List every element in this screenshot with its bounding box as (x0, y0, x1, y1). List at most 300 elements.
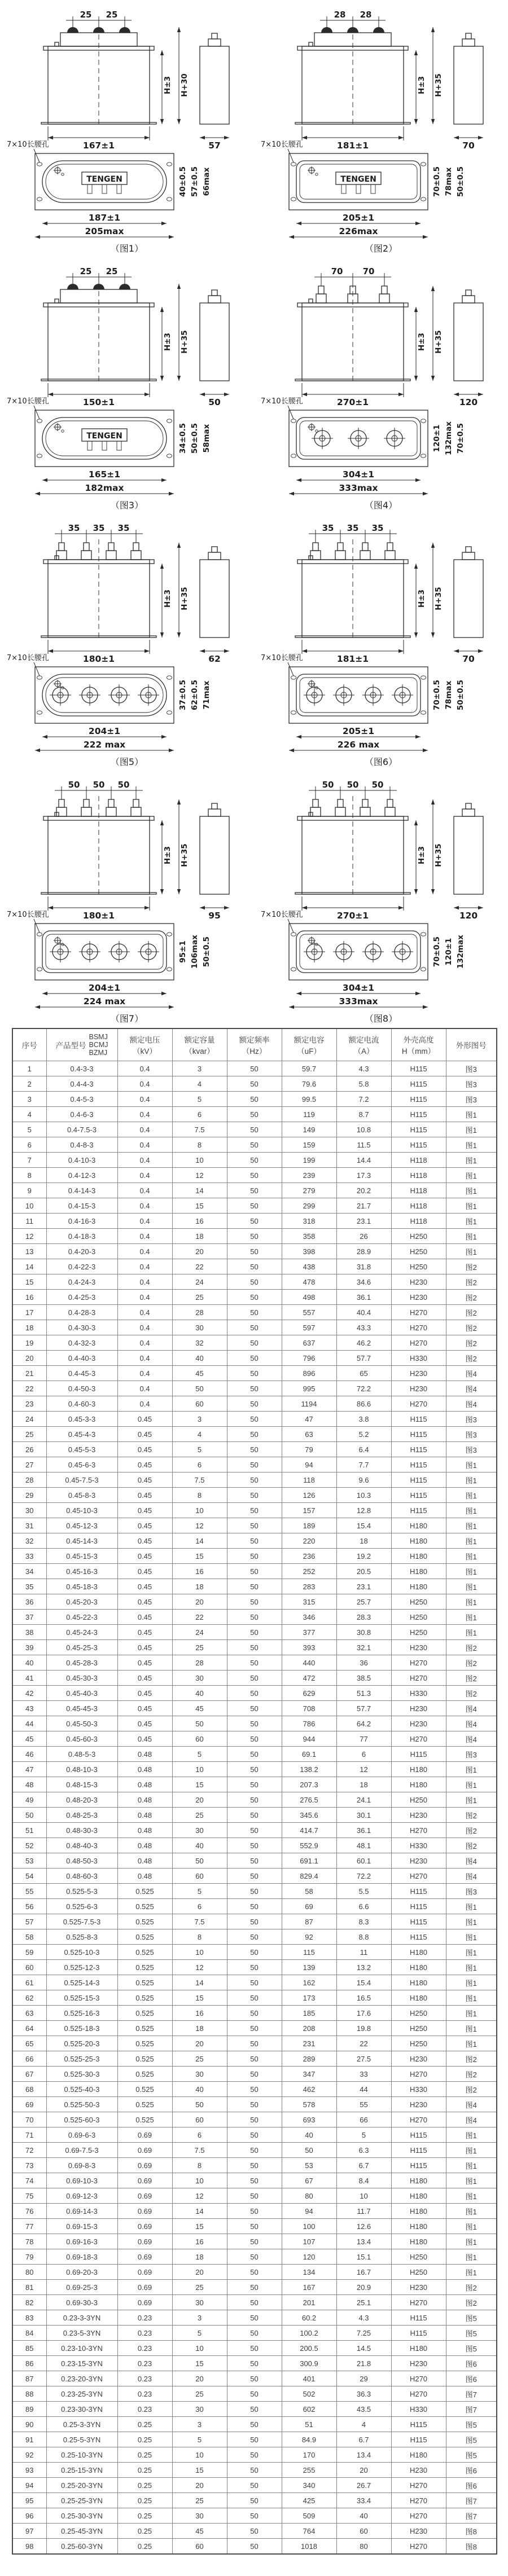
height-cell: H115 (391, 2127, 446, 2143)
capacitance-cell: 347 (282, 2067, 336, 2082)
model-cell: 0.45-45-3 (46, 1701, 117, 1716)
capacitance-cell: 99.5 (282, 1092, 336, 1107)
current-cell: 40.4 (336, 1305, 391, 1320)
capacitance-cell: 796 (282, 1351, 336, 1366)
terminal-icon (384, 428, 405, 449)
mounting-slot-icon (37, 968, 42, 971)
height-cell: H118 (391, 1153, 446, 1168)
capacity-cell: 20 (172, 2371, 227, 2386)
model-cell: 0.48-40-3 (46, 1838, 117, 1853)
current-cell: 51.3 (336, 1686, 391, 1701)
capacitance-cell: 58 (282, 1884, 336, 1899)
table-row (12, 1518, 497, 1533)
terminal-icon (392, 684, 413, 706)
seq-cell: 67 (12, 2067, 46, 2082)
height-cell: H115 (391, 1488, 446, 1503)
table-row (12, 2021, 497, 2036)
model-cell: 0.69-30-3 (46, 2295, 117, 2310)
table-row (12, 1777, 497, 1792)
frequency-cell: 50 (227, 1716, 282, 1731)
height-cell: H180 (391, 1549, 446, 1564)
height-cell: H180 (391, 2204, 446, 2219)
height-cell: H115 (391, 1076, 446, 1092)
frequency-cell: 50 (227, 1366, 282, 1381)
model-cell: 0.4-32-3 (46, 1335, 117, 1351)
table-row (12, 1381, 497, 1396)
mounting-slot-icon (291, 162, 296, 166)
model-cell: 0.45-18-3 (46, 1579, 117, 1594)
table-row (12, 1229, 497, 1244)
table-row (12, 2371, 497, 2386)
figure-ref-cell: 图1 (446, 1929, 497, 1945)
voltage-cell: 0.48 (117, 1792, 172, 1808)
terminal-icon (138, 941, 159, 962)
height-cell: H118 (391, 1168, 446, 1183)
mounting-slot-icon (37, 711, 42, 714)
figure-ref-cell: 图2 (446, 2067, 497, 2082)
seq-cell: 74 (12, 2173, 46, 2188)
height-cell: H115 (391, 1914, 446, 1929)
seq-cell: 20 (12, 1351, 46, 1366)
figure-ref-cell: 图2 (446, 2280, 497, 2295)
table-row (12, 1792, 497, 1808)
frequency-cell: 50 (227, 1777, 282, 1792)
voltage-cell: 0.45 (117, 1457, 172, 1472)
current-cell: 4.3 (336, 1061, 391, 1076)
model-cell: 0.48-30-3 (46, 1823, 117, 1838)
capacity-cell: 25 (172, 1640, 227, 1655)
frequency-cell: 50 (227, 2249, 282, 2265)
capacity-cell: 10 (172, 2341, 227, 2356)
bottom-view (261, 140, 465, 239)
figure-ref-cell: 图3 (446, 1747, 497, 1762)
capacity-cell: 16 (172, 2006, 227, 2021)
capacity-cell: 25 (172, 1290, 227, 1305)
figure-ref-cell: 图1 (446, 1503, 497, 1518)
model-cell: 0.23-10-3YN (46, 2341, 117, 2356)
figure-ref-cell: 图2 (446, 1274, 497, 1290)
seq-cell: 5 (12, 1122, 46, 1137)
frequency-cell: 50 (227, 1214, 282, 1229)
capacity-cell: 20 (172, 2478, 227, 2493)
seq-cell: 84 (12, 2326, 46, 2341)
frequency-cell: 50 (227, 2524, 282, 2539)
terminal-icon (79, 684, 100, 706)
figure-ref-cell: 图1 (446, 1549, 497, 1564)
model-cell: 0.525-8-3 (46, 1929, 117, 1945)
capacitance-cell: 80 (282, 2188, 336, 2204)
model-cell: 0.69-14-3 (46, 2204, 117, 2219)
figure-ref-cell: 图1 (446, 2036, 497, 2051)
voltage-cell: 0.69 (117, 2234, 172, 2249)
capacity-cell: 3 (172, 1061, 227, 1076)
svg-text:H±3: H±3 (163, 332, 172, 351)
voltage-cell: 0.4 (117, 1259, 172, 1274)
capacity-cell: 10 (172, 1153, 227, 1168)
figure-ref-cell: 图6 (446, 2463, 497, 2478)
mounting-slot-icon (421, 419, 426, 423)
frequency-cell: 50 (227, 2493, 282, 2508)
current-cell: 19.2 (336, 1549, 391, 1564)
current-cell: 25.7 (336, 1594, 391, 1610)
seq-cell: 49 (12, 1792, 46, 1808)
figure-ref-cell: 图1 (446, 1533, 497, 1549)
height-cell: H270 (391, 1823, 446, 1838)
frequency-cell: 50 (227, 1838, 282, 1853)
current-cell: 8.8 (336, 1929, 391, 1945)
figure-ref-cell: 图1 (446, 1975, 497, 1990)
model-cell: 0.4-18-3 (46, 1229, 117, 1244)
height-cell: H180 (391, 1579, 446, 1594)
outline-drawing (254, 257, 508, 513)
capacitance-cell: 79 (282, 1442, 336, 1457)
figure-ref-cell: 图2 (446, 1640, 497, 1655)
svg-text:106max: 106max (190, 934, 199, 969)
current-cell: 10.8 (336, 1122, 391, 1137)
capacity-cell: 12 (172, 1168, 227, 1183)
mounting-slot-icon (291, 968, 296, 971)
frequency-cell: 50 (227, 1427, 282, 1442)
current-cell: 26.7 (336, 2478, 391, 2493)
seq-cell: 93 (12, 2463, 46, 2478)
frequency-cell: 50 (227, 1183, 282, 1198)
figure-ref-cell: 图1 (446, 1472, 497, 1488)
current-cell: 77 (336, 1731, 391, 1747)
frequency-cell: 50 (227, 1929, 282, 1945)
current-cell: 33.4 (336, 2493, 391, 2508)
table-row (12, 2539, 497, 2555)
current-cell: 6.7 (336, 2432, 391, 2447)
svg-text:7×10长腰孔: 7×10长腰孔 (7, 140, 49, 149)
capacity-cell: 28 (172, 1655, 227, 1671)
seq-cell: 96 (12, 2508, 46, 2524)
capacitance-cell: 201 (282, 2295, 336, 2310)
capacity-cell: 5 (172, 1884, 227, 1899)
capacity-cell: 18 (172, 2249, 227, 2265)
capacitance-cell: 157 (282, 1503, 336, 1518)
seq-cell: 6 (12, 1137, 46, 1153)
svg-text:35: 35 (93, 523, 105, 533)
seq-cell: 60 (12, 1960, 46, 1975)
voltage-cell: 0.4 (117, 1229, 172, 1244)
capacitance-cell: 377 (282, 1625, 336, 1640)
current-cell: 4.3 (336, 2310, 391, 2326)
model-cell: 0.45-16-3 (46, 1564, 117, 1579)
current-cell: 9.6 (336, 1472, 391, 1488)
figure-ref-cell: 图2 (446, 1808, 497, 1823)
svg-text:7×10长腰孔: 7×10长腰孔 (261, 654, 303, 662)
height-cell: H250 (391, 1244, 446, 1259)
height-cell: H270 (391, 1671, 446, 1686)
table-row (12, 2234, 497, 2249)
table-row (12, 2097, 497, 2112)
current-cell: 11 (336, 1945, 391, 1960)
terminal-icon (362, 941, 384, 962)
model-cell: 0.4-20-3 (46, 1244, 117, 1259)
current-cell: 60.1 (336, 1853, 391, 1869)
model-cell: 0.45-8-3 (46, 1488, 117, 1503)
svg-text:25: 25 (80, 10, 92, 20)
table-row (12, 2204, 497, 2219)
model-cell: 0.25-60-3YN (46, 2539, 117, 2555)
frequency-cell: 50 (227, 1457, 282, 1472)
current-cell: 5.8 (336, 1076, 391, 1092)
seq-cell: 27 (12, 1457, 46, 1472)
current-cell: 13.4 (336, 2447, 391, 2463)
figure-ref-cell: 图7 (446, 2386, 497, 2402)
current-cell: 27.5 (336, 2051, 391, 2067)
seq-cell: 24 (12, 1412, 46, 1427)
model-cell: 0.25-20-3YN (46, 2478, 117, 2493)
frequency-cell: 50 (227, 1869, 282, 1884)
frequency-cell: 50 (227, 2508, 282, 2524)
figure-ref-cell: 图4 (446, 1381, 497, 1396)
current-cell: 21.7 (336, 1198, 391, 1214)
model-cell: 0.25-25-3YN (46, 2493, 117, 2508)
voltage-cell: 0.4 (117, 1351, 172, 1366)
svg-text:H±3: H±3 (163, 76, 172, 95)
current-cell: 6.3 (336, 2143, 391, 2158)
model-cell: 0.45-15-3 (46, 1549, 117, 1564)
seq-cell: 82 (12, 2295, 46, 2310)
frequency-cell: 50 (227, 1640, 282, 1655)
voltage-cell: 0.48 (117, 1838, 172, 1853)
svg-text:70±0.5: 70±0.5 (456, 423, 465, 454)
height-cell: H270 (391, 1655, 446, 1671)
capacitance-cell: 138.2 (282, 1762, 336, 1777)
height-cell: H230 (391, 2051, 446, 2067)
height-cell: H118 (391, 1214, 446, 1229)
frequency-cell: 50 (227, 2371, 282, 2386)
frequency-cell: 50 (227, 1945, 282, 1960)
table-row (12, 1990, 497, 2006)
model-cell: 0.69-16-3 (46, 2234, 117, 2249)
brand-label (82, 429, 127, 441)
seq-cell: 57 (12, 1914, 46, 1929)
mounting-slot-icon (421, 676, 426, 679)
frequency-cell: 50 (227, 1472, 282, 1488)
seq-cell: 31 (12, 1518, 46, 1533)
table-row (12, 1076, 497, 1092)
model-cell: 0.4-60-3 (46, 1396, 117, 1412)
svg-text:180±1: 180±1 (82, 911, 115, 921)
figure-ref-cell: 图1 (446, 2173, 497, 2188)
voltage-cell: 0.25 (117, 2524, 172, 2539)
capacity-cell: 14 (172, 1975, 227, 1990)
table-row (12, 2112, 497, 2127)
height-cell: H180 (391, 1762, 446, 1777)
svg-text:333max: 333max (339, 996, 378, 1006)
svg-text:205±1: 205±1 (342, 213, 375, 223)
voltage-cell: 0.45 (117, 1655, 172, 1671)
height-cell: H250 (391, 1229, 446, 1244)
table-row (12, 1701, 497, 1716)
mounting-slot-icon (421, 968, 426, 971)
capacitance-cell: 100.2 (282, 2326, 336, 2341)
capacitance-cell: 401 (282, 2371, 336, 2386)
capacitance-cell: 200.5 (282, 2341, 336, 2356)
figure-6 (254, 513, 508, 770)
svg-text:7×10长腰孔: 7×10长腰孔 (7, 911, 49, 919)
model-cell: 0.23-30-3YN (46, 2402, 117, 2417)
svg-text:95: 95 (208, 911, 221, 921)
svg-text:71max: 71max (202, 680, 211, 710)
figure-ref-cell: 图4 (446, 1716, 497, 1731)
capacity-cell: 5 (172, 2326, 227, 2341)
svg-text:304±1: 304±1 (342, 469, 375, 480)
model-cell: 0.4-6-3 (46, 1107, 117, 1122)
current-cell: 7.7 (336, 1457, 391, 1472)
capacity-cell: 18 (172, 1579, 227, 1594)
capacitance-cell: 300.9 (282, 2356, 336, 2371)
figure-ref-cell: 图4 (446, 1853, 497, 1869)
seq-cell: 64 (12, 2021, 46, 2036)
capacitance-cell: 199 (282, 1153, 336, 1168)
seq-cell: 61 (12, 1975, 46, 1990)
model-cell: 0.525-60-3 (46, 2112, 117, 2127)
svg-text:H±3: H±3 (417, 589, 426, 608)
capacitance-cell: 94 (282, 2204, 336, 2219)
height-cell: H115 (391, 1122, 446, 1137)
seq-cell: 15 (12, 1274, 46, 1290)
current-cell: 25.1 (336, 2295, 391, 2310)
svg-text:34±0.5: 34±0.5 (178, 423, 187, 454)
svg-text:58max: 58max (202, 424, 211, 453)
terminal-icon (50, 684, 71, 706)
capacitance-cell: 149 (282, 1122, 336, 1137)
figure-ref-cell: 图2 (446, 1305, 497, 1320)
voltage-cell: 0.4 (117, 1290, 172, 1305)
svg-text:25: 25 (106, 266, 118, 276)
figure-ref-cell: 图1 (446, 1564, 497, 1579)
svg-text:35: 35 (117, 523, 130, 533)
capacitance-cell: 283 (282, 1579, 336, 1594)
figure-ref-cell: 图6 (446, 2478, 497, 2493)
table-row (12, 2265, 497, 2280)
model-cell: 0.69-25-3 (46, 2280, 117, 2295)
capacity-cell: 15 (172, 2463, 227, 2478)
ground-mark-icon (308, 166, 318, 175)
voltage-cell: 0.525 (117, 1975, 172, 1990)
terminal-icon (79, 941, 100, 962)
capacitance-cell: 708 (282, 1701, 336, 1716)
capacitance-cell: 509 (282, 2508, 336, 2524)
capacitance-cell: 279 (282, 1183, 336, 1198)
capacitance-cell: 345.6 (282, 1808, 336, 1823)
frequency-cell: 50 (227, 1137, 282, 1153)
frequency-cell: 50 (227, 2112, 282, 2127)
figure-ref-cell: 图1 (446, 1960, 497, 1975)
table-row (12, 2478, 497, 2493)
svg-text:226 max: 226 max (337, 740, 380, 750)
seq-cell: 75 (12, 2188, 46, 2204)
voltage-cell: 0.4 (117, 1092, 172, 1107)
terminal-icon (333, 684, 354, 706)
frequency-cell: 50 (227, 1625, 282, 1640)
figure-ref-cell: 图1 (446, 1137, 497, 1153)
table-row (12, 2310, 497, 2326)
frequency-cell: 50 (227, 2432, 282, 2447)
seq-cell: 35 (12, 1579, 46, 1594)
capacity-cell: 6 (172, 1899, 227, 1914)
frequency-cell: 50 (227, 1579, 282, 1594)
model-cell: 0.525-5-3 (46, 1884, 117, 1899)
current-cell: 32.1 (336, 1640, 391, 1655)
model-cell: 0.45-22-3 (46, 1610, 117, 1625)
mounting-slot-icon (421, 711, 426, 714)
voltage-cell: 0.4 (117, 1320, 172, 1335)
voltage-cell: 0.525 (117, 1960, 172, 1975)
model-cell: 0.69-12-3 (46, 2188, 117, 2204)
capacitance-cell: 208 (282, 2021, 336, 2036)
model-cell: 0.525-14-3 (46, 1975, 117, 1990)
table-row (12, 1610, 497, 1625)
table-row (12, 1351, 497, 1366)
capacitance-cell: 896 (282, 1366, 336, 1381)
height-cell: H230 (391, 1366, 446, 1381)
height-cell: H115 (391, 1747, 446, 1762)
capacity-cell: 3 (172, 2417, 227, 2432)
capacitance-cell: 134 (282, 2265, 336, 2280)
figure-ref-cell: 图2 (446, 1823, 497, 1838)
current-cell: 10.3 (336, 1488, 391, 1503)
figure-ref-cell: 图3 (446, 1092, 497, 1107)
seq-cell: 50 (12, 1808, 46, 1823)
svg-text:25: 25 (106, 10, 118, 20)
voltage-cell: 0.525 (117, 2021, 172, 2036)
model-cell: 0.45-24-3 (46, 1625, 117, 1640)
capacity-cell: 24 (172, 1274, 227, 1290)
table-row (12, 2463, 497, 2478)
figure-ref-cell: 图1 (446, 2249, 497, 2265)
model-cell: 0.525-20-3 (46, 2036, 117, 2051)
capacity-cell: 45 (172, 1366, 227, 1381)
table-row (12, 1762, 497, 1777)
header-seq: 序号 (12, 1028, 46, 1061)
height-cell: H230 (391, 1640, 446, 1655)
frequency-cell: 50 (227, 1808, 282, 1823)
voltage-cell: 0.4 (117, 1061, 172, 1076)
figure-ref-cell: 图3 (446, 1061, 497, 1076)
seq-cell: 13 (12, 1244, 46, 1259)
svg-text:TENGEN: TENGEN (340, 175, 376, 184)
seq-cell: 23 (12, 1396, 46, 1412)
model-cell: 0.525-18-3 (46, 2021, 117, 2036)
figure-8 (254, 770, 508, 1027)
voltage-cell: 0.69 (117, 2158, 172, 2173)
svg-text:50: 50 (68, 780, 80, 790)
height-cell: H250 (391, 1259, 446, 1274)
table-row (12, 1671, 497, 1686)
model-cell: 0.45-40-3 (46, 1686, 117, 1701)
height-cell: H270 (391, 2493, 446, 2508)
current-cell: 28.3 (336, 1610, 391, 1625)
model-cell: 0.4-12-3 (46, 1168, 117, 1183)
voltage-cell: 0.525 (117, 1990, 172, 2006)
frequency-cell: 50 (227, 2097, 282, 2112)
table-row (12, 1899, 497, 1914)
capacitance-cell: 315 (282, 1594, 336, 1610)
figure-ref-cell: 图1 (446, 2006, 497, 2021)
model-cell: 0.48-25-3 (46, 1808, 117, 1823)
svg-text:（图8）: （图8） (364, 1013, 398, 1024)
table-row (12, 2143, 497, 2158)
capacitance-cell: 597 (282, 1320, 336, 1335)
figure-ref-cell: 图4 (446, 1701, 497, 1716)
voltage-cell: 0.45 (117, 1579, 172, 1594)
outline-drawing (0, 0, 254, 257)
current-cell: 6.6 (336, 1899, 391, 1914)
